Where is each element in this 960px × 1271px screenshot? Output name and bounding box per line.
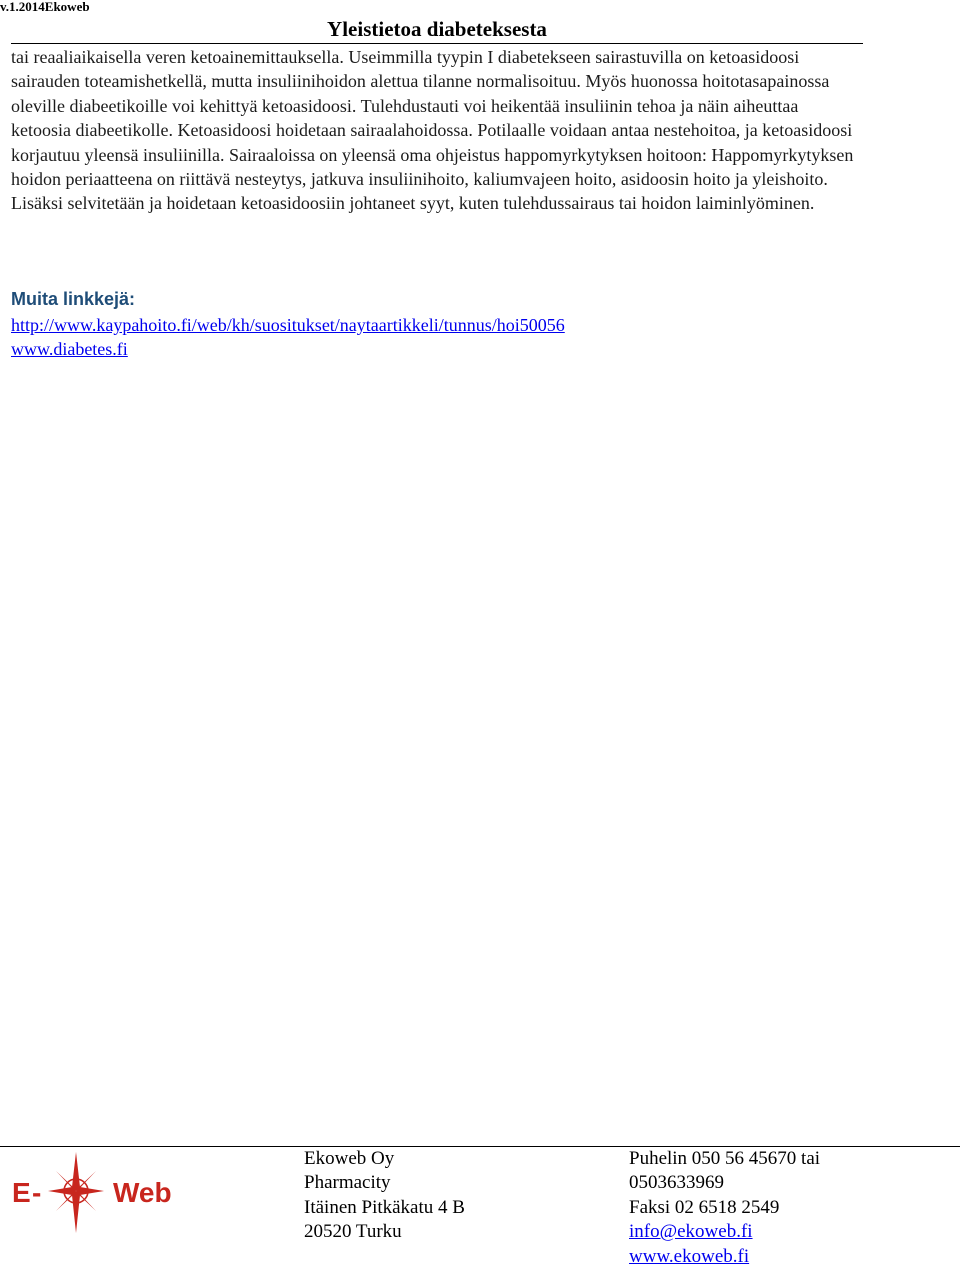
body-paragraph: tai reaaliaikaisella veren ketoainemittauksella. Useimmilla tyypin I diabetekseen sairastuvilla on ketoasidoosi sairauden toteamishetkellä, mutta insuliinihoidon alettua tilanne normalisoituu. Myös huonossa hoitotasapainossa oleville diabeetikoille voi kehittyä ketoasidoosi. Tulehdustauti voi heikentää insuliinin tehoa ja näin aiheuttaa ketoosia diabeetikolle. Ketoasidoosi hoidetaan sairaalahoidossa. Potilaalle voidaan antaa nestehoitoa, ja ketoasidoosi korjautuu yleensä insuliinilla. Sairaaloissa on yleensä oma ohjeistus happomyrkytyksen hoitoon: Happomyrkytyksen hoidon periaatteena on riittävä nesteytys, jatkuva insuliinihoito, kaliumvajeen hoito, asidoosin hoito ja yleishoito. Lisäksi selvitetään ja hoidetaan ketoasidoosiin johtaneet syyt, kuten tulehdussairaus tai hoidon laiminlyöminen. xyxy=(11,47,854,214)
kaypahoito-link[interactable]: http://www.kaypahoito.fi/web/kh/suositukset/naytaartikkeli/tunnus/hoi50056 xyxy=(11,315,565,335)
contact-phone: Puhelin 050 56 45670 tai xyxy=(629,1148,821,1169)
contact-phone-alt: 0503633969 xyxy=(629,1172,724,1194)
company-store: Pharmacity xyxy=(304,1172,391,1194)
company-city: 20520 Turku xyxy=(304,1221,402,1243)
footer-contact xyxy=(629,1147,820,1269)
diabetes-link[interactable]: www.diabetes.fi xyxy=(11,339,128,359)
contact-fax: Faksi 02 6518 2549 xyxy=(629,1196,780,1218)
email-link[interactable]: info@ekoweb.fi xyxy=(629,1221,753,1243)
logo-letter: E xyxy=(12,1177,31,1208)
compass-star-icon xyxy=(48,1152,104,1233)
links-heading: Muita linkkejä: xyxy=(11,289,136,309)
page-title: Yleistietoa diabeteksesta xyxy=(327,17,547,41)
company-name: Ekoweb Oy xyxy=(304,1148,395,1169)
body-text xyxy=(11,45,861,216)
logo-dash: - xyxy=(32,1177,42,1208)
version-label: v.1.2014Ekoweb xyxy=(0,0,90,14)
website-link[interactable]: www.ekoweb.fi xyxy=(629,1245,750,1267)
company-street: Itäinen Pitkäkatu 4 B xyxy=(304,1196,465,1218)
footer-company xyxy=(304,1147,465,1245)
ekoweb-logo xyxy=(10,1149,185,1237)
logo-word: Web xyxy=(113,1177,172,1208)
header-divider xyxy=(11,43,863,44)
